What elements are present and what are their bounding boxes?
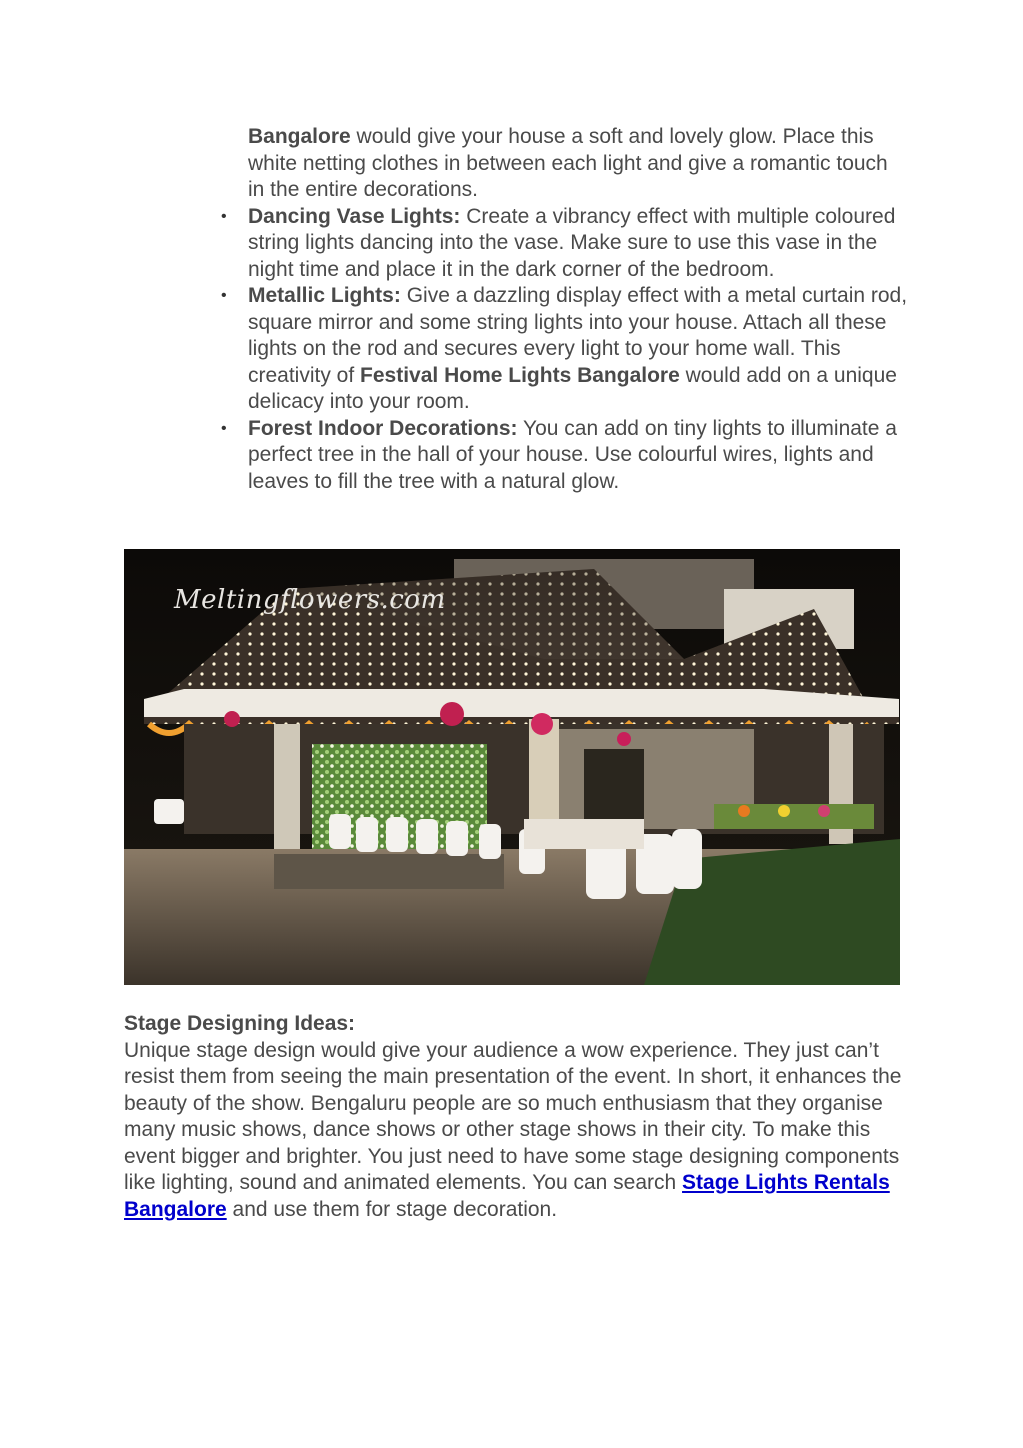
- bullet-icon: •: [221, 207, 227, 225]
- paragraph-text: Unique stage design would give your audience a wow experience. They just can’t resist them from seeing the main presentation of the event. In short, it enhances the beauty of the show. Bengaluru people are so much enthusiasm that they organise many music shows, dance shows or other stage shows in their city. To make this event bigger and brighter. You just need to have some stage designing components like lighting, sound and animated elements. You can search: [124, 1038, 902, 1194]
- item-text: You can add on tiny lights to illuminate a perfect tree in the hall of your house. Use colourful wires, lights and leaves to fill the tree with a natural glow.: [248, 416, 897, 493]
- bullet-list: [221, 204, 908, 496]
- list-item: [221, 416, 908, 496]
- item-title: Forest Indoor Decorations:: [248, 416, 518, 440]
- continued-paragraph: [248, 124, 908, 204]
- list-item: [221, 204, 908, 284]
- section-heading: Stage Designing Ideas:: [124, 1012, 356, 1035]
- photo-watermark: Meltingflowers.com: [174, 585, 446, 615]
- item-title: Dancing Vase Lights:: [248, 204, 461, 228]
- decorated-house-photo: [124, 549, 900, 985]
- paragraph-text: and use them for stage decoration.: [226, 1197, 558, 1221]
- bold-term: Festival Home Lights Bangalore: [360, 363, 680, 387]
- bullet-icon: •: [221, 419, 227, 437]
- item-title: Metallic Lights:: [248, 284, 401, 307]
- list-item: [221, 283, 908, 416]
- stage-lights-rentals-link[interactable]: Stage Lights Rentals Bangalore: [124, 1171, 890, 1221]
- item-text: Give a dazzling display effect with a metal curtain rod, square mirror and some string lights into your house. Attach all these lights on the rod and secures every light to your home wall. This creativity of: [248, 284, 908, 387]
- bold-term: Bangalore: [248, 125, 351, 148]
- item-text: would add on a unique delicacy into your room.: [248, 363, 897, 413]
- paragraph-text: would give your house a soft and lovely glow. Place this white netting clothes in between each light and give a romantic touch in the entire decorations.: [248, 125, 888, 201]
- item-text: Create a vibrancy effect with multiple coloured string lights dancing into the vase. Make sure to use this vase in the night time and place it in the dark corner of the bedroom.: [248, 204, 896, 281]
- bullet-icon: •: [221, 287, 227, 304]
- section-paragraph: [124, 1038, 914, 1224]
